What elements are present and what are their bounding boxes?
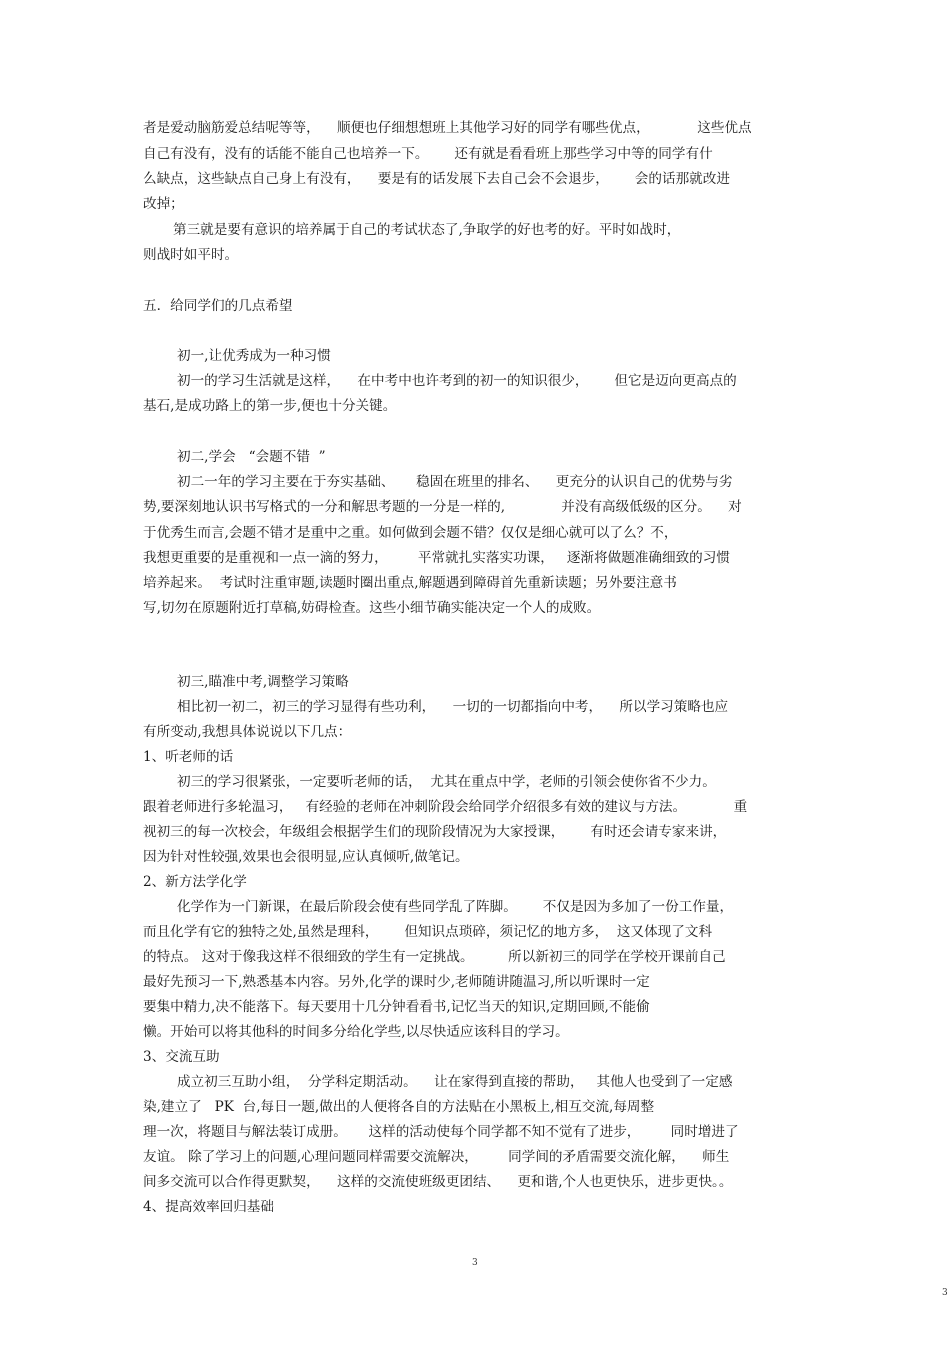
paragraph-line: 懒。开始可以将其他科的时间多分给化学些,以尽快适应该科目的学习。 <box>143 1024 569 1040</box>
paragraph-line: 友谊。 除了学习上的问题,心理问题同样需要交流解决， 同学间的矛盾需要交流化解， 师生 <box>143 1149 730 1165</box>
list-item-heading: 4、提高效率回归基础 <box>143 1199 274 1215</box>
paragraph-line: 改掉； <box>143 196 184 212</box>
paragraph-line: 的特点。 这对于像我这样不很细致的学生有一定挑战。 所以新初三的同学在学校开课前自己 <box>143 949 726 965</box>
paragraph-line: 么缺点，这些缺点自己身上有没有， 要是有的话发展下去自己会不会退步， 会的话那就改进 <box>143 171 730 187</box>
paragraph-line: 写,切勿在原题附近打草稿,妨碍检查。这些小细节确实能决定一个人的成败。 <box>143 600 601 616</box>
paragraph-line: 最好先预习一下,熟悉基本内容。另外,化学的课时少,老师随讲随温习,所以听课时一定 <box>143 974 650 990</box>
paragraph-line: 则战时如平时。 <box>143 247 239 263</box>
subsection-heading: 初二,学会 “会题不错 ” <box>177 449 326 465</box>
paragraph-line: 初三的学习很紧张，一定要听老师的话， 尤其在重点中学，老师的引领会使你省不少力。 <box>177 774 716 790</box>
paragraph-line: 视初三的每一次校会，年级组会根据学生们的现阶段情况为大家授课， 有时还会请专家来讲， <box>143 824 727 840</box>
page-number: 3 <box>472 1258 478 1268</box>
paragraph-line: 自己有没有，没有的话能不能自己也培养一下。 还有就是看看班上那些学习中等的同学有什 <box>143 146 713 162</box>
paragraph-line: 而且化学有它的独特之处,虽然是理科， 但知识点琐碎，须记忆的地方多， 这又体现了文科 <box>143 924 713 940</box>
paragraph-line: 染,建立了 PK 台,每日一题,做出的人便将各自的方法贴在小黑板上,相互交流,每周整 <box>143 1099 655 1115</box>
paragraph-line: 者是爱动脑筋爱总结呢等等， 顺便也仔细想想班上其他学习好的同学有哪些优点， 这些优点 <box>143 120 752 136</box>
paragraph-line: 于优秀生而言,会题不错才是重中之重。如何做到会题不错？仅仅是细心就可以了么？不， <box>143 525 678 541</box>
paragraph-line: 第三就是要有意识的培养属于自己的考试状态了,争取学的好也考的好。平时如战时， <box>173 222 681 238</box>
paragraph-line: 成立初三互助小组， 分学科定期活动。 让在家得到直接的帮助， 其他人也受到了一定感 <box>177 1074 733 1090</box>
paragraph-line: 有所变动,我想具体说说以下几点： <box>143 724 352 740</box>
paragraph-line: 我想更重要的是重视和一点一滴的努力， 平常就扎实落实功课， 逐渐将做题准确细致的习惯 <box>143 550 730 566</box>
paragraph-line: 初一的学习生活就是这样， 在中考中也许考到的初一的知识很少， 但它是迈向更高点的 <box>177 373 737 389</box>
paragraph-line: 初二一年的学习主要在于夯实基础、 稳固在班里的排名、 更充分的认识自己的优势与劣 <box>177 474 733 490</box>
paragraph-line: 培养起来。 考试时注重审题,读题时圈出重点,解题遇到障碍首先重新读题；另外要注意书 <box>143 575 677 591</box>
paragraph-line: 势,要深刻地认识书写格式的一分和解思考题的一分是一样的, 并没有高级低级的区分。 对 <box>143 499 742 515</box>
section-heading: 五．给同学们的几点希望 <box>143 298 293 314</box>
paragraph-line: 因为针对性较强,效果也会很明显,应认真倾听,做笔记。 <box>143 849 469 865</box>
paragraph-line: 间多交流可以合作得更默契， 这样的交流使班级更团结、 更和谐,个人也更快乐，进步更快。。 <box>143 1174 733 1190</box>
paragraph-line: 要集中精力,决不能落下。每天要用十几分钟看看书,记忆当天的知识,定期回顾,不能偷 <box>143 999 650 1015</box>
subsection-heading: 初一,让优秀成为一种习惯 <box>177 348 331 364</box>
edge-page-number: 3 <box>942 1288 948 1298</box>
paragraph-line: 相比初一初二，初三的学习显得有些功利， 一切的一切都指向中考， 所以学习策略也应 <box>177 699 729 715</box>
subsection-heading: 初三,瞄准中考,调整学习策略 <box>177 674 349 690</box>
list-item-heading: 2、新方法学化学 <box>143 874 247 890</box>
list-item-heading: 1、听老师的话 <box>143 749 234 765</box>
paragraph-line: 化学作为一门新课，在最后阶段会使有些同学乱了阵脚。 不仅是因为多加了一份工作量， <box>177 899 734 915</box>
paragraph-line: 跟着老师进行多轮温习， 有经验的老师在冲刺阶段会给同学介绍很多有效的建议与方法。 重 <box>143 799 748 815</box>
paragraph-line: 理一次，将题目与解法装订成册。 这样的活动使每个同学都不知不觉有了进步， 同时增进了 <box>143 1124 739 1140</box>
paragraph-line: 基石,是成功路上的第一步,便也十分关键。 <box>143 398 397 414</box>
list-item-heading: 3、交流互助 <box>143 1049 220 1065</box>
